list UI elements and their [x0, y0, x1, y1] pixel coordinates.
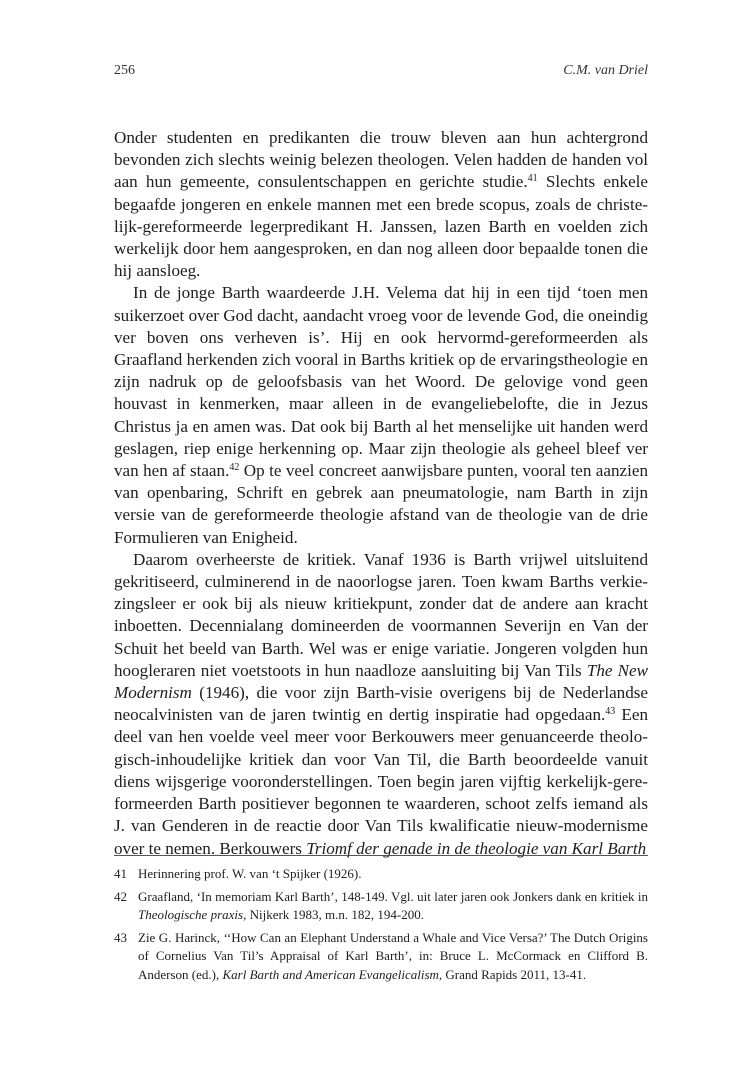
footnote-42: [114, 888, 648, 925]
footnotes: [114, 865, 648, 989]
paragraph-1: Onder studenten en predikanten die trouw bleven aan hun achtergrond bevonden zich slechts weinig belezen theologen. Velen hadden de handen vol aan hun gemeente, consulentschappen en gerichte studie.$^{41}$ Slechts enkele begaafde jongeren en enkele mannen met een brede scopus, zoals de christelijk-gereformeerde legerpredikant H. Janssen, lazen Barth en voelden zich werkelijk door hem aangesproken, en dan nog alleen door bepaalde tonen die hij aansloeg.: [114, 128, 648, 281]
footnote-number: 41: [114, 866, 127, 881]
paragraph-2: In de jonge Barth waardeerde J.H. Velema dat hij in een tijd ‘toen men suikerzoet over God dacht, aandacht vroeg voor de levende God, die oneindig ver boven ons verheven is’. Hij en ook hervormd-gereformeerden als Graafland herkenden zich vooral in Barths kritiek op de ervaringstheologie en zijn nadruk op de geloofsbasis van het Woord. De gelovige vond geen houvast in kenmerken, maar alleen in de evangeliebelofte, die in Jezus Christus ja en amen was. Dat ook bij Barth al het menselijke uit handen werd geslagen, riep enige herkenning op. Maar zijn theologie als geheel bleef ver van hen af staan.$^{42}$ Op te veel concreet aanwijsbare punten, vooral ten aanzien van openbaring, Schrift en gebrek aan pneumatologie, nam Barth in zijn versie van de gereformeerde theologie afstand van de theologie van de drie Formulieren van Enigheid.: [114, 283, 648, 547]
running-header: [114, 63, 648, 79]
book-title: The New Modernism: [114, 660, 648, 703]
footnote-ref-42[interactable]: 42: [229, 462, 240, 474]
footnote-number: 42: [114, 888, 127, 904]
footnote-43: [114, 929, 648, 985]
page-number: 256: [114, 63, 135, 78]
book-title: Triomf der genade in de theologie van Karl Barth: [306, 838, 647, 858]
footnote-text: Herinnering prof. W. van ‘t Spijker (1926).: [138, 866, 362, 881]
footnote-ref-43[interactable]: 43: [605, 706, 616, 718]
running-head-author: C.M. van Driel: [563, 63, 648, 78]
main-text: [114, 127, 648, 860]
footnote-text: Graafland, ‘In memoriam Karl Barth’, 148-149. Vgl. uit later jaren ook Jonkers dank en kritiek in Theologische praxis, Nijkerk 1983, m.n. 182, 194-200.: [138, 888, 648, 923]
footnote-text: Zie G. Harinck, ‘‘How Can an Elephant Understand a Whale and Vice Versa?’ The Dutch Origins of Cornelius Van Til’s Appraisal of Karl Barth’, in: Bruce L. McCormack en Clifford B. Anderson (ed.), Karl Barth and American Evangelicalism, Grand Rapids 2011, 13-41.: [138, 929, 648, 982]
paragraph-3: Daarom overheerste de kritiek. Vanaf 1936 is Barth vrijwel uitsluitend gekritiseerd, culminerend in de naoorlogse jaren. Toen kwam Barths verkiezingsleer er ook bij als nieuw kritiekpunt, zonder dat de andere aan kracht inboetten. Decennialang domineerden de voormannen Severijn en Van der Schuit het beeld van Barth. Wel was er enige variatie. Jongeren volgden hun hoogleraren niet voetstoots in hun naadloze aansluiting bij Van Tils The New Modernism (1946), die voor zijn Barth-visie overigens bij de Nederlandse neocalvinisten van de jaren twintig en dertig inspiratie had opgedaan.$^{43}$ Een deel van hen voelde veel meer voor Berkouwers meer genuanceerde theologisch-inhoudelijke kritiek dan voor Van Til, die Barth beoordeelde vanuit diens wijsgerige vooronderstellingen. Toen begin jaren vijftig kerkelijk-gereformeerden Barth positiever begonnen te waarderen, schoot zelfs iemand als J. van Genderen in de reactie door Van Tils kwalificatie nieuw-modernisme over te nemen. Berkouwers Triomf der genade in de theologie van Karl Barth: [114, 549, 648, 858]
footnote-ref-41[interactable]: 41: [527, 173, 538, 185]
footnote-divider: [114, 855, 648, 856]
footnote-41: [114, 865, 648, 884]
footnote-number: 43: [114, 929, 127, 945]
